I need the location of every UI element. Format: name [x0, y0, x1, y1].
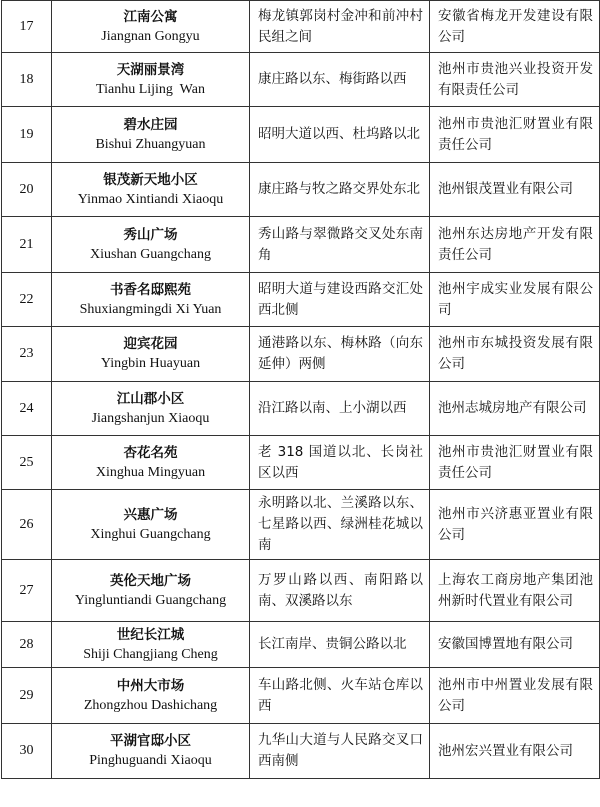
row-number: 25 [2, 436, 52, 490]
developer-cell: 安徽国博置地有限公司 [430, 622, 600, 668]
row-number: 21 [2, 217, 52, 273]
table-row [2, 53, 600, 107]
place-name-pinyin: Xiushan Guangchang [90, 246, 211, 262]
developer-cell: 池州市贵池兴业投资开发有限责任公司 [430, 53, 600, 107]
table-row [2, 668, 600, 724]
developer-cell: 池州市中州置业发展有限公司 [430, 668, 600, 724]
place-name-chinese: 兴惠广场 [123, 506, 178, 523]
place-name-table [1, 0, 600, 779]
row-number: 28 [2, 622, 52, 668]
place-name-cell [52, 382, 250, 436]
place-name-chinese: 银茂新天地小区 [103, 171, 198, 188]
place-name-cell [52, 107, 250, 163]
row-number: 23 [2, 327, 52, 382]
place-name-cell [52, 622, 250, 668]
row-number: 26 [2, 490, 52, 560]
table-row [2, 217, 600, 273]
row-number: 20 [2, 163, 52, 217]
developer-cell: 上海农工商房地产集团池州新时代置业有限公司 [430, 560, 600, 622]
row-number: 22 [2, 273, 52, 327]
row-number: 18 [2, 53, 52, 107]
place-name-cell [52, 163, 250, 217]
location-cell: 昭明大道以西、杜坞路以北 [250, 107, 430, 163]
location-cell: 九华山大道与人民路交叉口西南侧 [250, 724, 430, 779]
location-cell: 康庄路以东、梅街路以西 [250, 53, 430, 107]
place-name-cell [52, 53, 250, 107]
place-name-cell [52, 327, 250, 382]
place-name-chinese: 英伦天地广场 [110, 572, 191, 589]
developer-cell: 池州银茂置业有限公司 [430, 163, 600, 217]
place-name-pinyin: Xinghua Mingyuan [95, 464, 206, 480]
location-cell: 长江南岸、贵铜公路以北 [250, 622, 430, 668]
place-name-pinyin: Bishui Zhuangyuan [95, 136, 206, 152]
place-name-cell [52, 668, 250, 724]
place-name-pinyin: Pinghuguandi Xiaoqu [89, 753, 212, 768]
place-name-pinyin: Shuxiangmingdi Xi Yuan [79, 301, 222, 317]
row-number: 19 [2, 107, 52, 163]
table-row [2, 273, 600, 327]
place-name-cell [52, 436, 250, 490]
table-row [2, 163, 600, 217]
place-name-cell [52, 273, 250, 327]
table-row [2, 490, 600, 560]
row-number: 17 [2, 1, 52, 53]
place-name-pinyin: Yingluntiandi Guangchang [74, 592, 227, 608]
table-row [2, 1, 600, 53]
developer-cell: 池州宏兴置业有限公司 [430, 724, 600, 779]
row-number: 27 [2, 560, 52, 622]
place-name-chinese: 书香名邸熙苑 [110, 281, 191, 298]
location-cell: 老 318 国道以北、长岗社区以西 [250, 436, 430, 490]
developer-cell: 池州东达房地产开发有限责任公司 [430, 217, 600, 273]
row-number: 24 [2, 382, 52, 436]
place-name-pinyin: Tianhu Lijing Wan [96, 81, 205, 97]
place-name-chinese: 世纪长江城 [116, 626, 185, 643]
location-cell: 昭明大道与建设西路交汇处西北侧 [250, 273, 430, 327]
developer-cell: 池州宇成实业发展有限公司 [430, 273, 600, 327]
table-row [2, 327, 600, 382]
place-name-pinyin: Shiji Changjiang Cheng [83, 646, 218, 662]
place-name-cell [52, 217, 250, 273]
place-name-pinyin: Xinghui Guangchang [90, 526, 211, 542]
developer-cell: 安徽省梅龙开发建设有限公司 [430, 1, 600, 53]
place-name-pinyin: Yingbin Huayuan [100, 356, 201, 371]
location-cell: 永明路以北、兰溪路以东、七星路以西、绿洲桂花城以南 [250, 490, 430, 560]
developer-cell: 池州市兴济惠亚置业有限公司 [430, 490, 600, 560]
place-name-pinyin: Jiangnan Gongyu [101, 28, 200, 44]
developer-cell: 池州市贵池汇财置业有限责任公司 [430, 107, 600, 163]
place-name-chinese: 碧水庄园 [123, 116, 178, 133]
location-cell: 康庄路与牧之路交界处东北 [250, 163, 430, 217]
developer-cell: 池州志城房地产有限公司 [430, 382, 600, 436]
place-name-cell [52, 1, 250, 53]
place-name-chinese: 秀山广场 [123, 226, 178, 243]
location-cell: 通港路以东、梅林路（向东延伸）两侧 [250, 327, 430, 382]
place-name-pinyin: Jiangshanjun Xiaoqu [91, 410, 210, 426]
place-name-chinese: 江山郡小区 [116, 390, 185, 407]
place-name-chinese: 平湖官邸小区 [110, 733, 191, 749]
location-cell: 沿江路以南、上小湖以西 [250, 382, 430, 436]
place-name-pinyin: Yinmao Xintiandi Xiaoqu [77, 191, 224, 207]
row-number: 29 [2, 668, 52, 724]
developer-cell: 池州市东城投资发展有限公司 [430, 327, 600, 382]
location-cell: 秀山路与翠微路交叉处东南角 [250, 217, 430, 273]
table-row [2, 622, 600, 668]
place-name-cell [52, 490, 250, 560]
place-name-chinese: 江南公寓 [123, 8, 178, 25]
place-name-chinese: 杏花名苑 [123, 444, 178, 461]
place-name-pinyin: Zhongzhou Dashichang [83, 697, 218, 713]
table-row [2, 436, 600, 490]
place-name-cell [52, 560, 250, 622]
table-row [2, 382, 600, 436]
table-row [2, 560, 600, 622]
location-cell: 万罗山路以西、南阳路以南、双溪路以东 [250, 560, 430, 622]
place-name-cell [52, 724, 250, 779]
table-row [2, 107, 600, 163]
place-name-chinese: 中州大市场 [116, 677, 185, 694]
place-name-chinese: 迎宾花园 [123, 336, 178, 352]
developer-cell: 池州市贵池汇财置业有限责任公司 [430, 436, 600, 490]
table-row [2, 724, 600, 779]
row-number: 30 [2, 724, 52, 779]
location-cell: 车山路北侧、火车站仓库以西 [250, 668, 430, 724]
location-cell: 梅龙镇郭岗村金冲和前冲村民组之间 [250, 1, 430, 53]
place-name-chinese: 天湖丽景湾 [116, 61, 185, 78]
table-body [2, 1, 600, 779]
